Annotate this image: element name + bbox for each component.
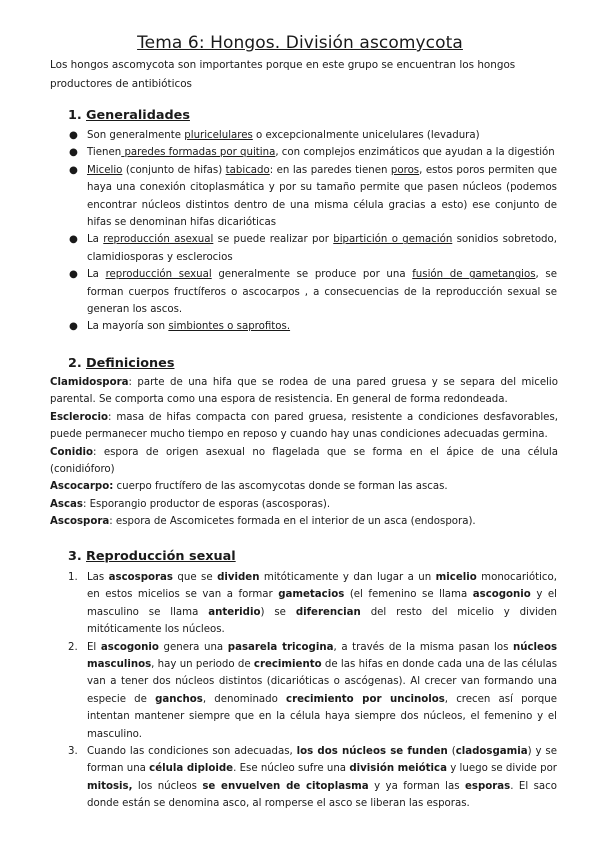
bold-term: ascosporas (108, 572, 173, 583)
text: ) se (260, 606, 296, 618)
section-heading-generalidades (68, 108, 190, 123)
text: , denominado (202, 693, 287, 705)
text: se puede realizar por (213, 234, 334, 246)
bullet-icon: ● (69, 147, 78, 159)
list-item (68, 144, 557, 161)
item-number: 1. (68, 572, 78, 583)
definition-term: Ascocarpo: (50, 481, 114, 493)
underlined-term: bipartición o gemación (333, 234, 453, 246)
definitions-block (50, 374, 558, 531)
text: , hay un periodo de (151, 659, 254, 671)
text: , se forman cuerpos fructíferos o ascocarpos , a consecuencias de la reproducción sexual se generan los ascos. (87, 269, 557, 316)
text: Son generalmente (87, 130, 185, 141)
definition-term: Conidio (50, 446, 94, 458)
text: genera una (158, 641, 228, 653)
bold-term: cladosgamia (455, 746, 528, 758)
bold-term: diferencian (295, 606, 361, 618)
text: y ya forman las (368, 780, 465, 792)
definition-text: : masa de hifas compacta con pared gruesa, resistente a condiciones desfavorables, puede permanecer mucho tiempo en reposo y cuando hay unas condiciones adecuadas germina. (50, 411, 558, 441)
list-item (68, 743, 557, 813)
section-title: Generalidades (86, 108, 190, 123)
text: ) y se forman una (87, 746, 557, 775)
bold-term: crecimiento (253, 659, 322, 671)
text: . El saco donde están se denomina asco, al romperse el asco se liberan las esporas. (87, 780, 558, 810)
bold-term: gametacios (278, 589, 345, 601)
bold-term: esporas (465, 780, 511, 792)
text: generalmente se produce por una (211, 269, 413, 281)
text: , crecen así porque intentan mantener siempre que en la célula haya siempre dos núcleos, el femenino y el masculino. (87, 693, 557, 740)
text: La (87, 269, 106, 281)
text: del resto del micelio y dividen mitóticamente los núcleos. (87, 606, 557, 636)
reproduccion-list (68, 569, 557, 813)
definition-text: cuerpo fructífero de las ascomycotas donde se forman las ascas. (113, 481, 448, 493)
definition-term: Clamidospora (50, 377, 129, 388)
definition-ascospora (50, 513, 558, 530)
bold-term: crecimiento por uncinolos (286, 693, 445, 705)
section-number: 1. (68, 108, 82, 123)
underlined-term: reproducción asexual (103, 234, 214, 246)
bullet-icon: ● (69, 321, 78, 333)
text: mitóticamente y dan lugar a un (259, 572, 436, 583)
bullet-icon: ● (69, 164, 78, 176)
section-title: Reproducción sexual (86, 549, 236, 564)
section-heading-definiciones (68, 356, 174, 371)
bold-term: micelio (435, 572, 477, 583)
section-number: 3. (68, 549, 82, 564)
underlined-term: Micelio (87, 164, 123, 176)
text: , con complejos enzimáticos que ayudan a la digestión (275, 147, 555, 159)
text: (conjunto de hifas) (122, 164, 226, 176)
bullet-icon: ● (69, 130, 78, 141)
bold-term: los dos núcleos se funden (296, 746, 448, 758)
bold-term: ascogonio (100, 641, 159, 653)
definition-text: : espora de origen asexual no flagelada que se forma en el ápice de una célula (conidióforo) (50, 446, 558, 476)
text: o excepcionalmente unicelulares (levadura) (252, 130, 480, 141)
bold-term: mitosis, (87, 780, 133, 792)
item-number: 2. (68, 641, 78, 653)
underlined-term: simbiontes o saprofitos. (168, 321, 291, 333)
definition-text: : parte de una hifa que se rodea de una pared gruesa y se separa del micelio parental. Se comporta como una espora de resistencia. En general de forma redondeada. (50, 377, 558, 406)
section-title: Definiciones (86, 356, 175, 371)
underlined-term: fusión de gametangios (412, 269, 536, 281)
text: , a través de la misma pasan los (333, 641, 513, 653)
underlined-term: poros (390, 164, 420, 176)
text: de las hifas en donde cada una de las células van a tener dos núcleos distintos (dicarióticas o ascógenas). Al crecer van formando una especie de (87, 659, 557, 705)
definition-ascocarpo (50, 478, 558, 495)
underlined-term: tabicado (225, 164, 270, 176)
text: que se (172, 572, 218, 583)
definition-esclerocio (50, 409, 558, 444)
intro-paragraph: Los hongos ascomycota son importantes porque en este grupo se encuentran los hongos productores de antibióticos (50, 59, 516, 90)
bullet-icon: ● (69, 269, 78, 281)
list-item (68, 162, 557, 232)
underlined-term: reproducción sexual (105, 269, 212, 281)
bold-term: dividen (217, 572, 260, 583)
text: monocariótico, en estos micelios se van a formar (87, 572, 558, 601)
list-item (68, 318, 557, 335)
list-item (68, 266, 557, 318)
bold-term: ganchos (155, 693, 203, 705)
underlined-term: pluricelulares (184, 130, 253, 141)
text: Tienen (87, 147, 122, 159)
text: La mayoría son (87, 321, 169, 333)
generalidades-list (68, 127, 557, 336)
section-number: 2. (68, 356, 82, 371)
definition-text: : espora de Ascomicetes formada en el interior de un asca (endospora). (109, 516, 476, 528)
text: sonidios sobretodo, clamidiosporas y esclerocios (87, 234, 557, 263)
list-item (68, 231, 557, 266)
section-heading-reproduccion-sexual (68, 549, 236, 564)
text: La (87, 234, 104, 246)
definition-clamidospora (50, 374, 558, 409)
bold-term: división meiótica (349, 763, 447, 775)
text: , estos poros permiten que haya una conexión citoplasmática y por su tamaño permite que pasen núcleos (podemos encontrar núcleos distintos dentro de una misma célula gracias a esto) ese conjunto de hifas se denominan hifas dicarióticas (87, 164, 557, 229)
definition-term: Ascas (50, 498, 83, 510)
definition-term: Ascospora (50, 516, 110, 528)
text: Cuando las condiciones son adecuadas, (87, 746, 297, 758)
text: : en las paredes tienen (269, 164, 391, 176)
item-number: 3. (68, 746, 78, 758)
definition-text: : Esporangio productor de esporas (ascosporas). (82, 498, 331, 510)
bold-term: núcleos masculinos (87, 641, 558, 671)
bold-term: célula diploide (149, 763, 234, 775)
text: El (87, 641, 101, 653)
definition-conidio (50, 444, 558, 479)
bold-term: ascogonio (472, 589, 531, 601)
text: . Ese núcleo sufre una (233, 763, 350, 775)
text: (el femenino se llama (344, 589, 473, 601)
text: y el masculino se llama (87, 589, 557, 618)
text: ( (447, 746, 456, 758)
text: Las (87, 572, 109, 583)
definition-term: Esclerocio (50, 411, 109, 423)
bullet-icon: ● (69, 234, 78, 246)
definition-ascas (50, 496, 558, 513)
list-item (68, 639, 557, 743)
bold-term: pasarela tricogina (227, 641, 334, 653)
bold-term: anteridio (208, 606, 261, 618)
text: los núcleos (132, 780, 203, 792)
list-item (68, 569, 557, 639)
underlined-term: paredes formadas por quitina (121, 147, 276, 159)
text: y luego se divide por (446, 763, 557, 775)
list-item (68, 127, 557, 144)
page-title: Tema 6: Hongos. División ascomycota (137, 33, 463, 53)
bold-term: se envuelven de citoplasma (202, 780, 369, 792)
